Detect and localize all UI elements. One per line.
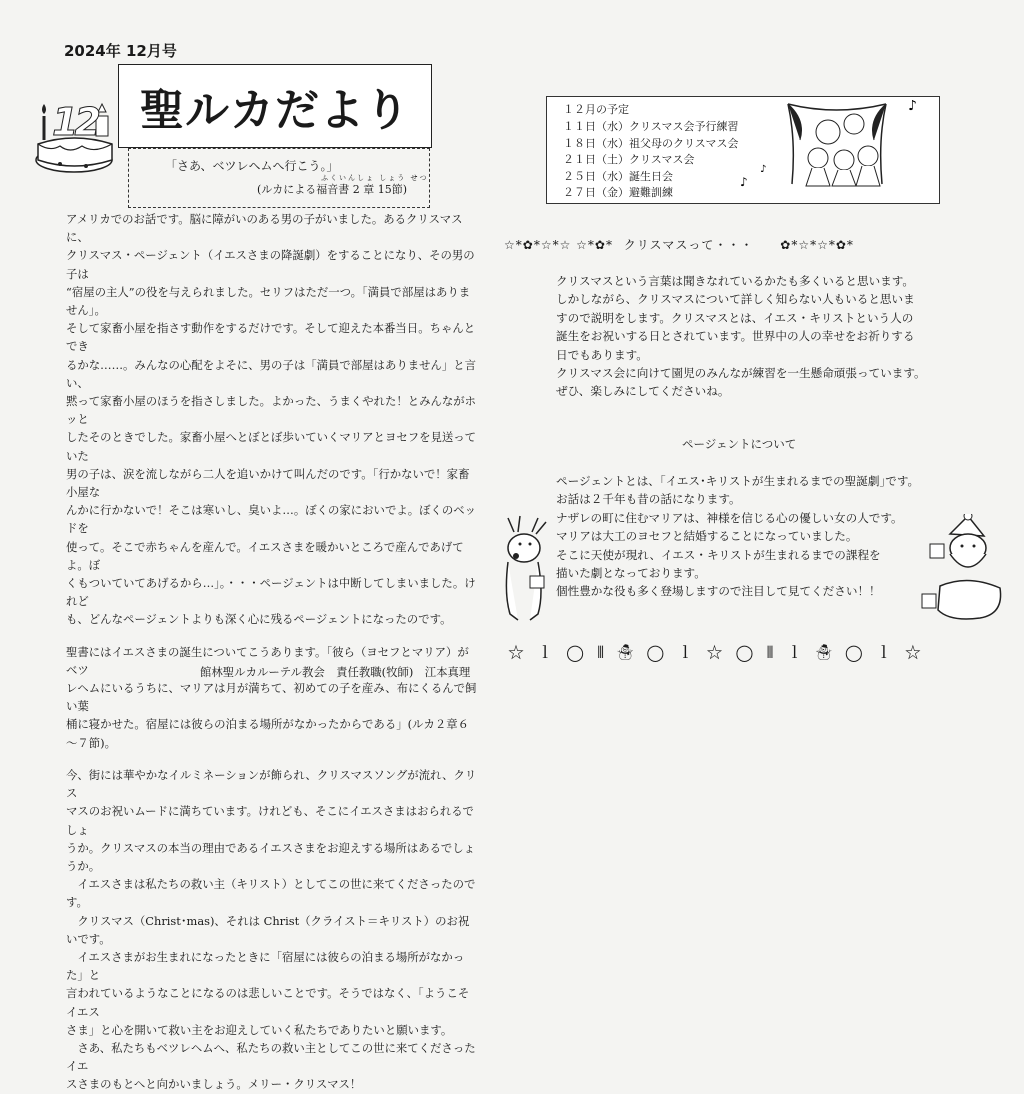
stage-children-illustration	[736, 100, 936, 192]
schedule-item: ２７日（金）避難訓練	[563, 186, 673, 200]
christmas-heading-row	[504, 236, 854, 253]
pastor-message	[66, 210, 480, 1094]
ornament-left: ☆*✿*☆*☆ ☆*✿*	[504, 238, 613, 252]
scripture-quote: 「さあ、ベツレヘムへ行こう。」	[165, 159, 339, 173]
pageant-heading: ページェントについて	[682, 437, 797, 451]
signature: 館林聖ルカルーテル教会 責任教職(牧師) 江本真理	[200, 665, 471, 679]
newsletter-title: 聖ルカだより	[140, 85, 410, 136]
ornament-right: ✿*☆*☆*✿*	[780, 238, 854, 252]
newsletter-title-box	[118, 64, 432, 148]
christmas-body: クリスマスという言葉は聞きなれているかたも多くいると思います。 しかしながら、クリスマスについて詳しく知らない人もいると思いま すので説明をします。クリスマスとは、イエス・キリストという人の 誕生をお祝いする日とされています。世界中の人の幸せをお祈りする 日でもあります。 クリスマス会に向けて園児のみんなが練習を一生懸命頑張っています。 ぜひ、楽しみにしてくださいね。	[556, 274, 926, 399]
svg-text:♪: ♪	[760, 164, 767, 175]
month-badge: 12	[52, 100, 97, 144]
schedule-item: ２１日（土）クリスマス会	[563, 153, 695, 167]
schedule-item: ２５日（水）誕生日会	[563, 169, 673, 183]
issue-date: 2024年 12月号	[64, 42, 177, 60]
reindeer-illustration	[494, 514, 556, 626]
santa-illustration	[920, 514, 1006, 624]
schedule-list	[563, 119, 739, 202]
scripture-reference: (ルカによる福音書 2 章 15節)	[257, 183, 408, 196]
schedule-item: １８日（水）祖父母のクリスマス会	[563, 136, 739, 150]
christmas-heading: クリスマスって・・・	[623, 238, 754, 252]
schedule-item: １１日（水）クリスマス会予行練習	[563, 120, 739, 133]
svg-text:♪: ♪	[740, 175, 748, 189]
message-paragraph-1: アメリカでのお話です。脳に障がいのある男の子がいました。あるクリスマスに、 クリスマス・ページェント（イエスさまの降誕劇）をすることになり、その男の子は “宿屋の主人”の役を与えられました。セリフはただ一つ。｢満員で部屋はありません｣。 そして家畜小屋を指さす動作をするだけです。そして迎えた本番当日。ちゃんとでき るかな……。みんなの心配をよそに、男の子は「満員で部屋はありません」と言い、 黙って家畜小屋のほうを指さしました。よかった、うまくやれた！とみんながホッと したそのときでした。家畜小屋へとぼとぼ歩いていくマリアとヨセフを見送っていた 男の子は、涙を流しながら二人を追いかけて叫んだのです。｢行かないで！家畜小屋な んかに行かないで！そこは寒いし、臭いよ…。ぼくの家においでよ。ぼくのベッドを 使って。そこで赤ちゃんを産んで。イエスさまを暖かいところで産んであげてよ。ぼ くもついていてあげるから…｣。・・・ページェントは中断してしまいました。けれど も、どんなページェントよりも深く心に残るページェントになったのです。	[66, 212, 477, 627]
schedule-title: １２月の予定	[563, 103, 629, 116]
message-paragraph-3: 今、街には華やかなイルミネーションが飾られ、クリスマスソングが流れ、クリス マスのお祝いムードに満ちています。けれども、そこにイエスさまはおられるでしょ うか。クリスマスの本当の理由であるイエスさまをお迎えする場所はあるでしょうか。 イエスさまは私たちの救い主（キリスト）としてこの世に来てくださったのです。 クリスマス（Christ･mas)、それは Christ（クライスト＝キリスト）のお祝いです。 イエスさまがお生まれになったときに「宿屋には彼らの泊まる場所がなかった」と 言われているようなことになるのは悲しいことです。そうではなく、「ようこそイエス さま」と心を開いて救い主をお迎えしていく私たちでありたいと願います。 さあ、私たちもベツレヘムへ、私たちの救い主としてこの世に来てくださったイエ スさまのもとへと向かいましょう。メリー・クリスマス！	[66, 767, 477, 1092]
message-paragraph-2: 聖書にはイエスさまの誕生についてこうあります。「彼ら（ヨセフとマリア）がベツ レヘムにいるうちに、マリアは月が満ちて、初めての子を産み、布にくるんで飼い葉 桶に寝かせた。宿屋には彼らの泊まる場所がなかったからである」(ルカ２章６～７節)。	[66, 644, 477, 750]
pageant-body: ページェントとは、｢イエス･キリストが生まれるまでの聖誕劇｣です。 お話は２千年も昔の話になります。 ナザレの町に住むマリアは、神様を信じる心の優しい女の人です。 マリアは大工のヨセフと結婚することになっていました。 そこに天使が現れ、イエス・キリストが生まれるまでの課程を 描いた劇となっております。 個性豊かな役も多く登場しますので注目して見てください！！	[556, 474, 920, 599]
scripture-ruby: ふくいんしょ しょう せつ	[321, 174, 429, 182]
svg-text:♪: ♪	[908, 100, 917, 114]
footer-ornament-row: ☆ ｌ ◯ ⦀ ☃ ◯ ｌ ☆ ◯ ⦀ ｌ ☃ ◯ ｌ ☆	[508, 643, 925, 662]
scripture-box	[128, 148, 430, 208]
